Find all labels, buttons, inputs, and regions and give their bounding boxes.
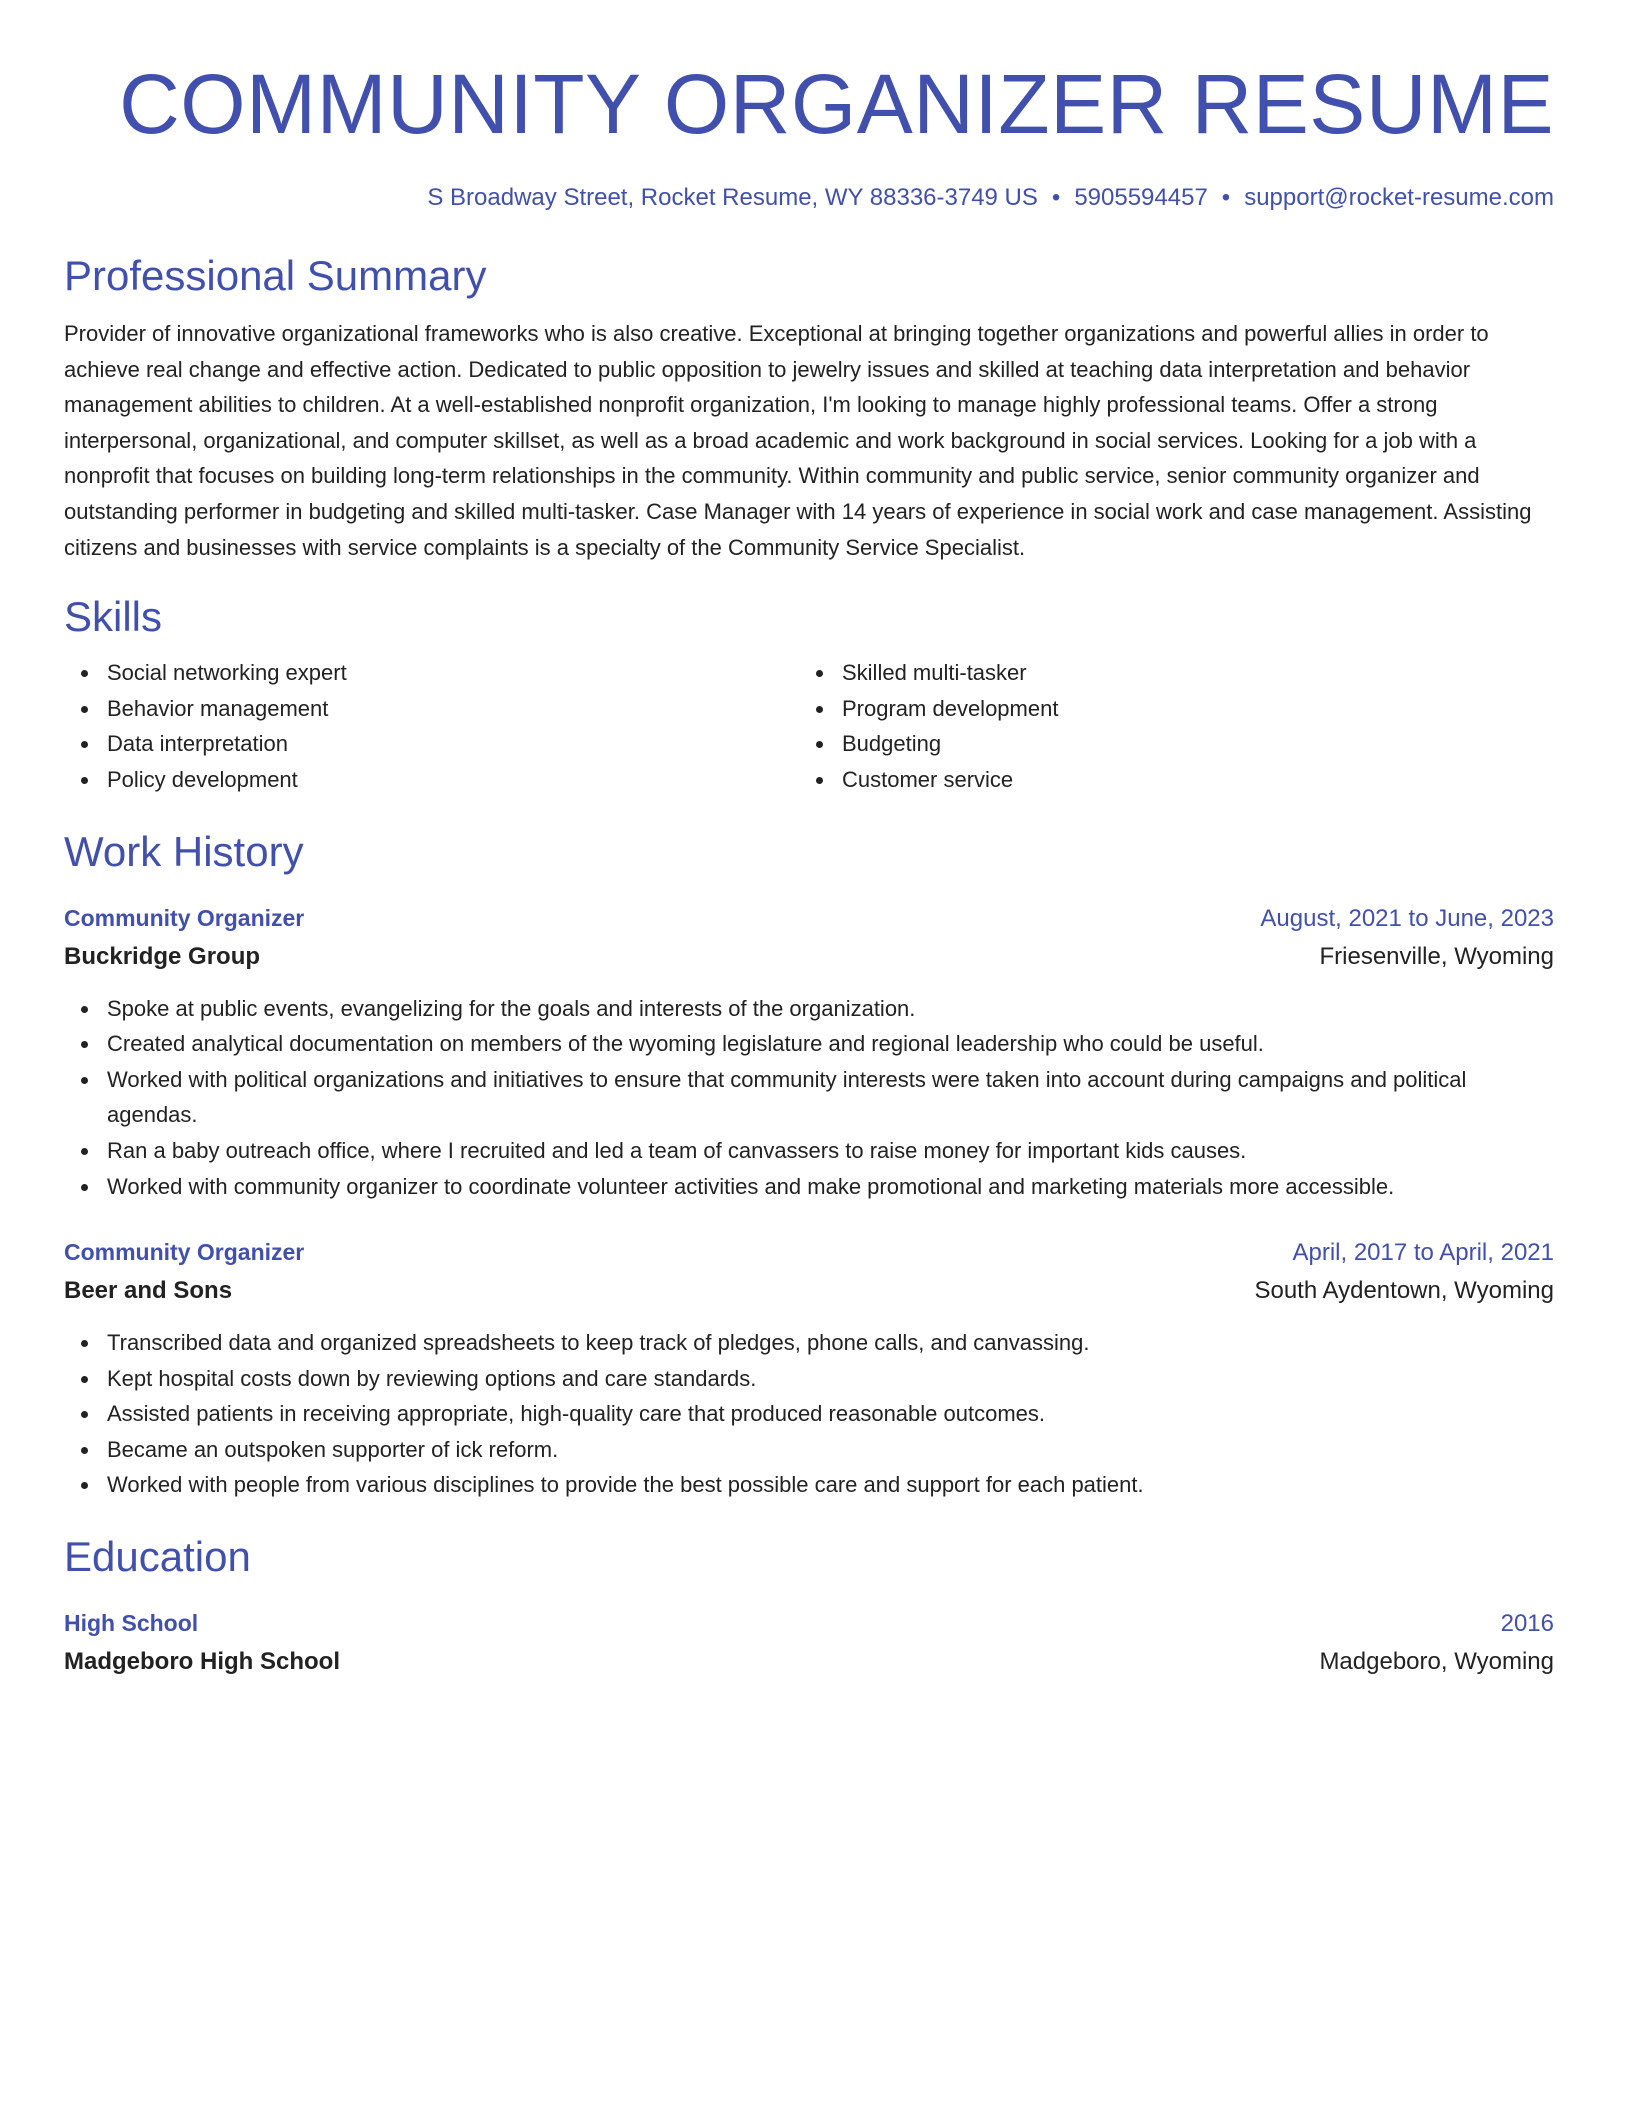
job-header xyxy=(64,1234,1554,1271)
job-bullets xyxy=(64,1325,1554,1503)
job-bullet: Assisted patients in receiving appropriate, high-quality care that produced reasonable outcomes. xyxy=(64,1396,1554,1432)
job-bullet: Worked with political organizations and initiatives to ensure that community interests were taken into account during campaigns and political agendas. xyxy=(64,1062,1554,1133)
graduation-year: 2016 xyxy=(1500,1610,1554,1638)
skills-column-left xyxy=(64,655,799,797)
skill-item: Budgeting xyxy=(799,726,1534,762)
job-bullet: Worked with community organizer to coordinate volunteer activities and make promotional and marketing materials more accessible. xyxy=(64,1169,1554,1205)
job-location: Friesenville, Wyoming xyxy=(1319,942,1554,970)
job-dates: August, 2021 to June, 2023 xyxy=(1260,904,1554,932)
summary-text: Provider of innovative organizational frameworks who is also creative. Exceptional at bringing together organizations and powerful allies in order to achieve real change and effective action. Dedicated to public opposition to jewelry issues and skilled at teaching data interpretation and behavior management abilities to children. At a well-established nonprofit organization, I'm looking to manage highly professional teams. Offer a strong interpersonal, organizational, and computer skillset, as well as a broad academic and work background in social services. Looking for a job with a nonprofit that focuses on building long-term relationships in the community. Within community and public service, senior community organizer and outstanding performer in budgeting and skilled multi-tasker. Case Manager with 14 years of experience in social work and case management. Assisting citizens and businesses with service complaints is a specialty of the Community Service Specialist. xyxy=(64,321,1532,560)
skill-item: Data interpretation xyxy=(64,726,799,762)
job-header xyxy=(64,900,1554,937)
job-bullet: Created analytical documentation on members of the wyoming legislature and regional leadership who could be useful. xyxy=(64,1026,1554,1062)
skills-list xyxy=(64,655,1554,797)
separator-dot: • xyxy=(1051,184,1061,211)
job-subheader xyxy=(64,1271,1554,1311)
email-link[interactable]: support@rocket-resume.com xyxy=(1244,184,1554,211)
resume-title: COMMUNITY ORGANIZER RESUME xyxy=(119,57,1554,151)
job-bullets xyxy=(64,991,1554,1205)
job-bullet: Spoke at public events, evangelizing for the goals and interests of the organization. xyxy=(64,991,1554,1027)
job-bullet: Became an outspoken supporter of ick reform. xyxy=(64,1432,1554,1468)
section-title-summary: Professional Summary xyxy=(64,252,487,299)
education-entry xyxy=(64,1605,1554,1682)
skill-item: Behavior management xyxy=(64,691,799,727)
job-entry xyxy=(64,900,1554,1205)
skill-item: Social networking expert xyxy=(64,655,799,691)
job-bullet: Ran a baby outreach office, where I recruited and led a team of canvassers to raise money for important kids causes. xyxy=(64,1133,1554,1169)
job-subheader xyxy=(64,937,1554,977)
resume-page xyxy=(64,0,1554,1682)
company-name: Buckridge Group xyxy=(64,942,261,970)
job-location: South Aydentown, Wyoming xyxy=(1254,1277,1554,1305)
address: S Broadway Street, Rocket Resume, WY 88336-3749 US xyxy=(427,184,1038,211)
section-title-skills: Skills xyxy=(64,593,163,641)
contact-line xyxy=(64,182,1554,214)
school-location: Madgeboro, Wyoming xyxy=(1319,1648,1554,1676)
job-dates: April, 2017 to April, 2021 xyxy=(1292,1239,1554,1267)
job-bullet: Kept hospital costs down by reviewing options and care standards. xyxy=(64,1361,1554,1397)
degree: High School xyxy=(64,1610,199,1637)
job-title: Community Organizer xyxy=(64,904,305,931)
skill-item: Program development xyxy=(799,691,1534,727)
job-title: Community Organizer xyxy=(64,1239,305,1266)
skill-item: Skilled multi-tasker xyxy=(799,655,1534,691)
job-entry xyxy=(64,1234,1554,1503)
skill-item: Customer service xyxy=(799,762,1534,798)
skill-item: Policy development xyxy=(64,762,799,798)
separator-dot: • xyxy=(1221,184,1231,211)
job-bullet: Worked with people from various disciplines to provide the best possible care and support for each patient. xyxy=(64,1467,1554,1503)
skills-column-right xyxy=(799,655,1534,797)
education-header xyxy=(64,1605,1554,1642)
job-bullet: Transcribed data and organized spreadsheets to keep track of pledges, phone calls, and canvassing. xyxy=(64,1325,1554,1361)
section-title-education: Education xyxy=(64,1533,251,1581)
school-name: Madgeboro High School xyxy=(64,1648,340,1676)
phone: 5905594457 xyxy=(1074,184,1208,211)
section-title-work-history: Work History xyxy=(64,827,304,875)
education-subheader xyxy=(64,1642,1554,1682)
company-name: Beer and Sons xyxy=(64,1277,233,1305)
